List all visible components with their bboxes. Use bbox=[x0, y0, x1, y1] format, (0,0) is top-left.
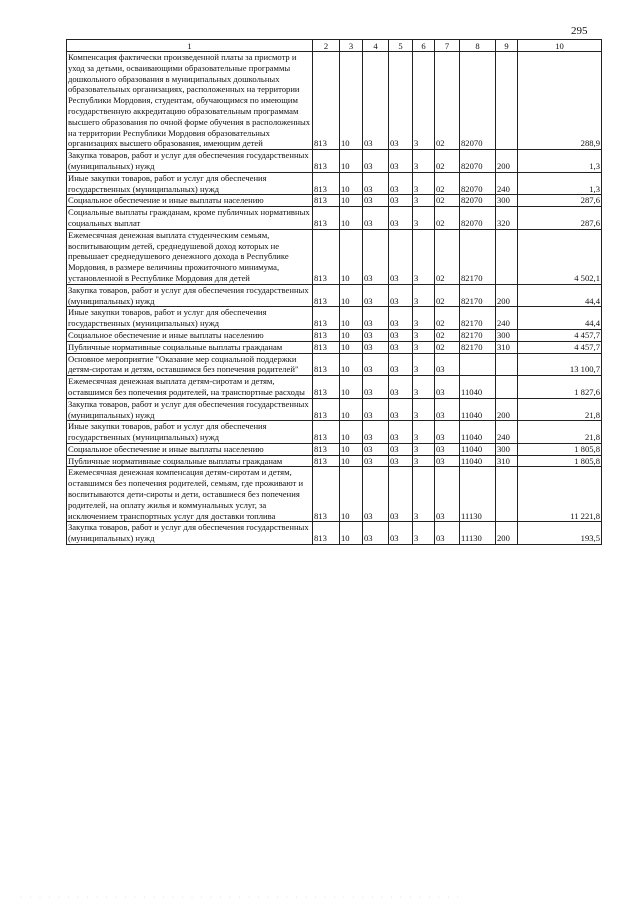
direction-code: 11040 bbox=[460, 443, 496, 455]
subprogram-code: 3 bbox=[413, 376, 435, 399]
activity-code: 03 bbox=[435, 455, 460, 467]
row-description: Закупка товаров, работ и услуг для обеспечения государственных (муниципальных) нужд bbox=[67, 522, 313, 545]
subprogram-code: 3 bbox=[413, 353, 435, 376]
subsection-code: 03 bbox=[363, 522, 389, 545]
expense-type-code: 200 bbox=[496, 398, 518, 421]
subsection-code: 03 bbox=[363, 284, 389, 307]
activity-code: 02 bbox=[435, 150, 460, 173]
expense-type-code: 310 bbox=[496, 455, 518, 467]
subsection-code: 03 bbox=[363, 455, 389, 467]
section-code: 10 bbox=[340, 455, 363, 467]
activity-code: 03 bbox=[435, 522, 460, 545]
amount-cell: 288,9 bbox=[518, 52, 602, 150]
program-code: 03 bbox=[389, 207, 413, 230]
section-code: 10 bbox=[340, 172, 363, 195]
ministry-code: 813 bbox=[313, 455, 340, 467]
table-row bbox=[67, 284, 602, 307]
subsection-code: 03 bbox=[363, 341, 389, 353]
expense-type-code bbox=[496, 52, 518, 150]
expense-type-code bbox=[496, 353, 518, 376]
row-description: Публичные нормативные социальные выплаты гражданам bbox=[67, 455, 313, 467]
row-description: Социальное обеспечение и иные выплаты населению bbox=[67, 329, 313, 341]
subprogram-code: 3 bbox=[413, 329, 435, 341]
column-header: 1 bbox=[67, 40, 313, 52]
ministry-code: 813 bbox=[313, 207, 340, 230]
section-code: 10 bbox=[340, 207, 363, 230]
subprogram-code: 3 bbox=[413, 150, 435, 173]
table-row bbox=[67, 522, 602, 545]
subprogram-code: 3 bbox=[413, 284, 435, 307]
table-row bbox=[67, 329, 602, 341]
activity-code: 02 bbox=[435, 284, 460, 307]
activity-code: 03 bbox=[435, 421, 460, 444]
column-header: 2 bbox=[313, 40, 340, 52]
program-code: 03 bbox=[389, 353, 413, 376]
table-row bbox=[67, 52, 602, 150]
subprogram-code: 3 bbox=[413, 421, 435, 444]
section-code: 10 bbox=[340, 353, 363, 376]
table-row bbox=[67, 195, 602, 207]
ministry-code: 813 bbox=[313, 398, 340, 421]
direction-code: 11130 bbox=[460, 522, 496, 545]
ministry-code: 813 bbox=[313, 150, 340, 173]
ministry-code: 813 bbox=[313, 522, 340, 545]
row-description: Социальные выплаты гражданам, кроме публичных нормативных социальных выплат bbox=[67, 207, 313, 230]
direction-code: 11040 bbox=[460, 455, 496, 467]
expense-type-code: 200 bbox=[496, 284, 518, 307]
row-description: Иные закупки товаров, работ и услуг для обеспечения государственных (муниципальных) нужд bbox=[67, 421, 313, 444]
section-code: 10 bbox=[340, 284, 363, 307]
activity-code: 02 bbox=[435, 207, 460, 230]
section-code: 10 bbox=[340, 341, 363, 353]
subsection-code: 03 bbox=[363, 443, 389, 455]
program-code: 03 bbox=[389, 421, 413, 444]
section-code: 10 bbox=[340, 229, 363, 284]
column-header: 6 bbox=[413, 40, 435, 52]
subprogram-code: 3 bbox=[413, 52, 435, 150]
page-number: 295 bbox=[571, 25, 588, 37]
expense-type-code: 240 bbox=[496, 307, 518, 330]
row-description: Закупка товаров, работ и услуг для обеспечения государственных (муниципальных) нужд bbox=[67, 150, 313, 173]
ministry-code: 813 bbox=[313, 329, 340, 341]
subsection-code: 03 bbox=[363, 172, 389, 195]
direction-code: 82070 bbox=[460, 52, 496, 150]
row-description: Иные закупки товаров, работ и услуг для обеспечения государственных (муниципальных) нужд bbox=[67, 307, 313, 330]
row-description: Социальное обеспечение и иные выплаты населению bbox=[67, 195, 313, 207]
row-description: Социальное обеспечение и иные выплаты населению bbox=[67, 443, 313, 455]
program-code: 03 bbox=[389, 307, 413, 330]
program-code: 03 bbox=[389, 376, 413, 399]
program-code: 03 bbox=[389, 455, 413, 467]
subprogram-code: 3 bbox=[413, 207, 435, 230]
table-row bbox=[67, 229, 602, 284]
activity-code: 02 bbox=[435, 195, 460, 207]
table-row bbox=[67, 398, 602, 421]
row-description: Ежемесячная денежная выплата детям-сиротам и детям, оставшимся без попечения родителей, на транспортные расходы bbox=[67, 376, 313, 399]
subprogram-code: 3 bbox=[413, 522, 435, 545]
activity-code: 02 bbox=[435, 229, 460, 284]
amount-cell: 21,8 bbox=[518, 421, 602, 444]
expense-type-code bbox=[496, 376, 518, 399]
expense-type-code: 310 bbox=[496, 341, 518, 353]
program-code: 03 bbox=[389, 284, 413, 307]
direction-code: 82170 bbox=[460, 341, 496, 353]
program-code: 03 bbox=[389, 522, 413, 545]
direction-code: 82170 bbox=[460, 307, 496, 330]
ministry-code: 813 bbox=[313, 341, 340, 353]
column-header: 7 bbox=[435, 40, 460, 52]
direction-code: 11040 bbox=[460, 421, 496, 444]
row-description: Ежемесячная денежная выплата студенческим семьям, воспитывающим детей, среднедушевой доход которых не превышает среднедушевого денежного дохода в Республике Мордовия, в размере величины прожиточного минимума, установленной в Республике Мордовия для детей bbox=[67, 229, 313, 284]
program-code: 03 bbox=[389, 229, 413, 284]
program-code: 03 bbox=[389, 150, 413, 173]
subsection-code: 03 bbox=[363, 467, 389, 522]
direction-code: 82070 bbox=[460, 150, 496, 173]
ministry-code: 813 bbox=[313, 172, 340, 195]
table-body bbox=[67, 52, 602, 545]
program-code: 03 bbox=[389, 195, 413, 207]
table-row bbox=[67, 467, 602, 522]
table-row bbox=[67, 421, 602, 444]
activity-code: 03 bbox=[435, 353, 460, 376]
activity-code: 02 bbox=[435, 172, 460, 195]
direction-code: 82170 bbox=[460, 229, 496, 284]
ministry-code: 813 bbox=[313, 467, 340, 522]
ministry-code: 813 bbox=[313, 284, 340, 307]
direction-code: 11130 bbox=[460, 467, 496, 522]
subprogram-code: 3 bbox=[413, 172, 435, 195]
direction-code: 82170 bbox=[460, 284, 496, 307]
ministry-code: 813 bbox=[313, 353, 340, 376]
section-code: 10 bbox=[340, 376, 363, 399]
subprogram-code: 3 bbox=[413, 398, 435, 421]
row-description: Иные закупки товаров, работ и услуг для обеспечения государственных (муниципальных) нужд bbox=[67, 172, 313, 195]
direction-code: 82070 bbox=[460, 172, 496, 195]
amount-cell: 287,6 bbox=[518, 207, 602, 230]
subsection-code: 03 bbox=[363, 398, 389, 421]
column-header-row bbox=[67, 40, 602, 52]
amount-cell: 1,3 bbox=[518, 150, 602, 173]
activity-code: 03 bbox=[435, 376, 460, 399]
column-header: 5 bbox=[389, 40, 413, 52]
subprogram-code: 3 bbox=[413, 455, 435, 467]
ministry-code: 813 bbox=[313, 421, 340, 444]
subprogram-code: 3 bbox=[413, 443, 435, 455]
expense-type-code bbox=[496, 229, 518, 284]
subprogram-code: 3 bbox=[413, 341, 435, 353]
subsection-code: 03 bbox=[363, 195, 389, 207]
amount-cell: 13 100,7 bbox=[518, 353, 602, 376]
expense-type-code: 200 bbox=[496, 150, 518, 173]
program-code: 03 bbox=[389, 467, 413, 522]
direction-code: 82070 bbox=[460, 195, 496, 207]
section-code: 10 bbox=[340, 329, 363, 341]
ministry-code: 813 bbox=[313, 195, 340, 207]
table-row bbox=[67, 443, 602, 455]
amount-cell: 1 805,8 bbox=[518, 455, 602, 467]
budget-table bbox=[66, 39, 602, 545]
subsection-code: 03 bbox=[363, 421, 389, 444]
table-row bbox=[67, 341, 602, 353]
program-code: 03 bbox=[389, 172, 413, 195]
row-description: Компенсация фактически произведенной платы за присмотр и уход за детьми, осваивающими образовательные программы дошкольного образования в муниципальных дошкольных образовательных организациях, расположенных на территории Республики Мордовия, студентам, обучающимся по имеющим государственную аккредитацию образовательным программам высшего образования по очной форме обучения в расположенных на территории Республики Мордовия образовательных организациях высшего образования, имеющим детей bbox=[67, 52, 313, 150]
row-description: Публичные нормативные социальные выплаты гражданам bbox=[67, 341, 313, 353]
section-code: 10 bbox=[340, 195, 363, 207]
amount-cell: 44,4 bbox=[518, 307, 602, 330]
direction-code: 11040 bbox=[460, 376, 496, 399]
subsection-code: 03 bbox=[363, 353, 389, 376]
table-row bbox=[67, 455, 602, 467]
column-header: 3 bbox=[340, 40, 363, 52]
direction-code: 82070 bbox=[460, 207, 496, 230]
activity-code: 02 bbox=[435, 307, 460, 330]
ministry-code: 813 bbox=[313, 229, 340, 284]
amount-cell: 1 805,8 bbox=[518, 443, 602, 455]
program-code: 03 bbox=[389, 341, 413, 353]
amount-cell: 1,3 bbox=[518, 172, 602, 195]
activity-code: 02 bbox=[435, 341, 460, 353]
row-description: Закупка товаров, работ и услуг для обеспечения государственных (муниципальных) нужд bbox=[67, 284, 313, 307]
table-row bbox=[67, 207, 602, 230]
expense-type-code: 200 bbox=[496, 522, 518, 545]
program-code: 03 bbox=[389, 52, 413, 150]
subsection-code: 03 bbox=[363, 376, 389, 399]
subprogram-code: 3 bbox=[413, 467, 435, 522]
ministry-code: 813 bbox=[313, 443, 340, 455]
section-code: 10 bbox=[340, 467, 363, 522]
column-header: 10 bbox=[518, 40, 602, 52]
expense-type-code: 240 bbox=[496, 172, 518, 195]
ministry-code: 813 bbox=[313, 307, 340, 330]
expense-type-code: 300 bbox=[496, 195, 518, 207]
amount-cell: 11 221,8 bbox=[518, 467, 602, 522]
section-code: 10 bbox=[340, 421, 363, 444]
subsection-code: 03 bbox=[363, 207, 389, 230]
expense-type-code: 300 bbox=[496, 329, 518, 341]
amount-cell: 1 827,6 bbox=[518, 376, 602, 399]
table-row bbox=[67, 376, 602, 399]
subsection-code: 03 bbox=[363, 150, 389, 173]
activity-code: 02 bbox=[435, 329, 460, 341]
subprogram-code: 3 bbox=[413, 229, 435, 284]
scan-artifact: · · · · · · · · · · · · · · · · · · · · · · · · · · · · · · · · · · · · · · · · · · · · · · · bbox=[20, 895, 462, 901]
section-code: 10 bbox=[340, 52, 363, 150]
direction-code: 82170 bbox=[460, 329, 496, 341]
subsection-code: 03 bbox=[363, 52, 389, 150]
subsection-code: 03 bbox=[363, 307, 389, 330]
ministry-code: 813 bbox=[313, 52, 340, 150]
table-row bbox=[67, 353, 602, 376]
activity-code: 03 bbox=[435, 467, 460, 522]
expense-type-code: 320 bbox=[496, 207, 518, 230]
amount-cell: 287,6 bbox=[518, 195, 602, 207]
table-row bbox=[67, 172, 602, 195]
expense-type-code: 240 bbox=[496, 421, 518, 444]
row-description: Закупка товаров, работ и услуг для обеспечения государственных (муниципальных) нужд bbox=[67, 398, 313, 421]
ministry-code: 813 bbox=[313, 376, 340, 399]
expense-type-code bbox=[496, 467, 518, 522]
amount-cell: 193,5 bbox=[518, 522, 602, 545]
program-code: 03 bbox=[389, 443, 413, 455]
subsection-code: 03 bbox=[363, 329, 389, 341]
amount-cell: 4 457,7 bbox=[518, 341, 602, 353]
expense-type-code: 300 bbox=[496, 443, 518, 455]
subprogram-code: 3 bbox=[413, 307, 435, 330]
direction-code: 11040 bbox=[460, 398, 496, 421]
section-code: 10 bbox=[340, 522, 363, 545]
activity-code: 03 bbox=[435, 398, 460, 421]
column-header: 4 bbox=[363, 40, 389, 52]
amount-cell: 21,8 bbox=[518, 398, 602, 421]
row-description: Ежемесячная денежная компенсация детям-сиротам и детям, оставшимся без попечения родителей, семьям, где проживают и воспитываются дети-сироты и дети, оставшиеся без попечения родителей, на оплату жилья и коммунальных услуг, за исключением транспортных услуг для доставки топлива bbox=[67, 467, 313, 522]
row-description: Основное мероприятие "Оказание мер социальной поддержки детям-сиротам и детям, оставшимся без попечения родителей" bbox=[67, 353, 313, 376]
amount-cell: 4 502,1 bbox=[518, 229, 602, 284]
table-row bbox=[67, 307, 602, 330]
column-header: 8 bbox=[460, 40, 496, 52]
activity-code: 03 bbox=[435, 443, 460, 455]
amount-cell: 44,4 bbox=[518, 284, 602, 307]
subprogram-code: 3 bbox=[413, 195, 435, 207]
program-code: 03 bbox=[389, 329, 413, 341]
column-header: 9 bbox=[496, 40, 518, 52]
table-row bbox=[67, 150, 602, 173]
section-code: 10 bbox=[340, 443, 363, 455]
section-code: 10 bbox=[340, 398, 363, 421]
subsection-code: 03 bbox=[363, 229, 389, 284]
activity-code: 02 bbox=[435, 52, 460, 150]
amount-cell: 4 457,7 bbox=[518, 329, 602, 341]
direction-code bbox=[460, 353, 496, 376]
section-code: 10 bbox=[340, 307, 363, 330]
section-code: 10 bbox=[340, 150, 363, 173]
program-code: 03 bbox=[389, 398, 413, 421]
